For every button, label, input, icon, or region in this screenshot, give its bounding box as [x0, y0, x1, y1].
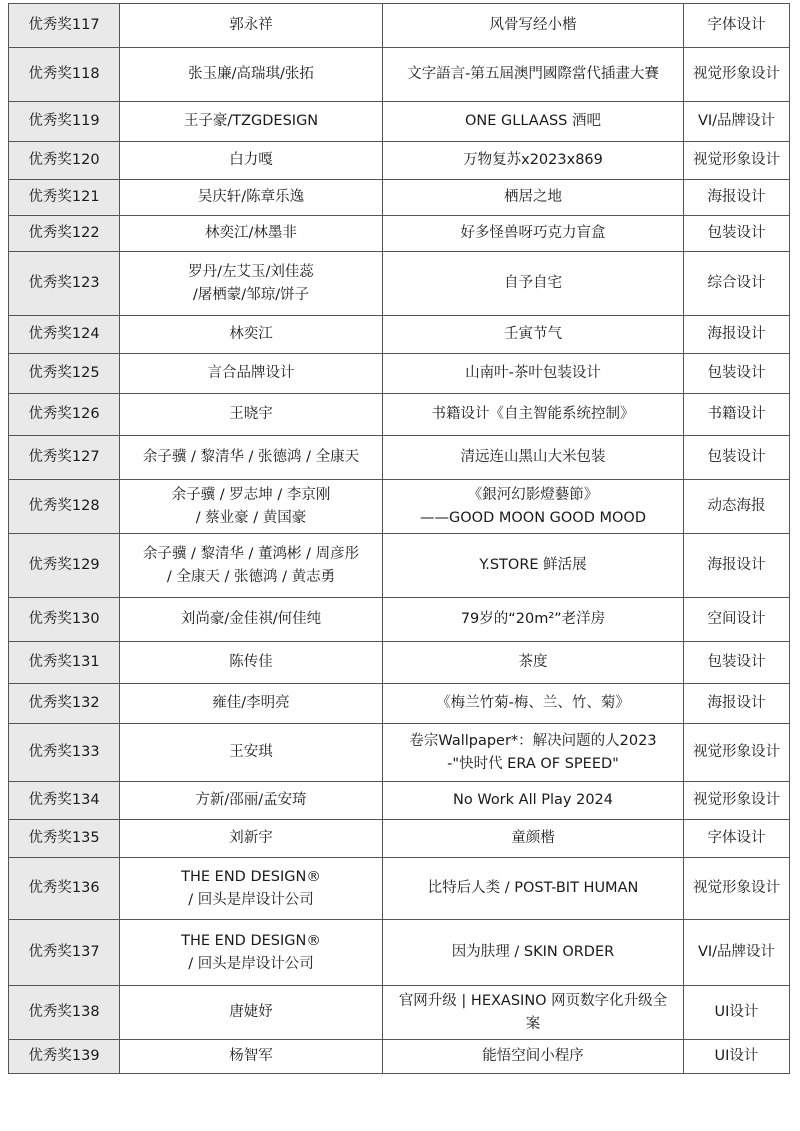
author-cell: [120, 142, 383, 180]
category-cell: 视觉形象设计: [684, 782, 790, 820]
category-cell: 视觉形象设计: [684, 142, 790, 180]
author-cell: [120, 48, 383, 102]
author-cell-line: 林奕江/林墨非: [205, 225, 297, 241]
author-cell: [120, 642, 383, 684]
award-cell: 优秀奖124: [9, 316, 120, 354]
category-cell: 字体设计: [684, 820, 790, 858]
author-cell-line: THE END DESIGN®: [181, 868, 321, 885]
table-row: [9, 180, 790, 216]
work-cell: [383, 820, 684, 858]
table-row: [9, 216, 790, 252]
author-cell: [120, 354, 383, 394]
work-cell: [383, 920, 684, 986]
award-cell: 优秀奖137: [9, 920, 120, 986]
table-row: [9, 684, 790, 724]
table-row: [9, 986, 790, 1040]
table-row: [9, 480, 790, 534]
award-cell: 优秀奖133: [9, 724, 120, 782]
category-cell: 包装设计: [684, 354, 790, 394]
award-cell: 优秀奖139: [9, 1040, 120, 1074]
category-cell: 海报设计: [684, 684, 790, 724]
category-cell: VI/品牌设计: [684, 102, 790, 142]
author-cell-line: 王晓宇: [229, 406, 273, 422]
category-cell: 字体设计: [684, 4, 790, 48]
category-cell: 动态海报: [684, 480, 790, 534]
author-cell-line: / 全康天 / 张德鸿 / 黄志勇: [166, 568, 336, 585]
author-cell: [120, 180, 383, 216]
table-row: [9, 436, 790, 480]
author-cell-line: 白力嘎: [229, 152, 273, 168]
award-cell: 优秀奖117: [9, 4, 120, 48]
category-cell: UI设计: [684, 1040, 790, 1074]
work-cell: [383, 642, 684, 684]
author-cell-line: / 回头是岸设计公司: [188, 891, 314, 908]
work-cell: [383, 436, 684, 480]
author-cell-line: 张玉廉/高瑞琪/张拓: [188, 66, 314, 82]
author-cell-line: / 蔡业豪 / 黄国豪: [195, 509, 307, 526]
award-cell: 优秀奖130: [9, 598, 120, 642]
work-cell-line: 好多怪兽呀巧克力盲盒: [460, 225, 606, 241]
award-cell: 优秀奖118: [9, 48, 120, 102]
work-cell: [383, 354, 684, 394]
author-cell: [120, 598, 383, 642]
award-cell: 优秀奖129: [9, 534, 120, 598]
author-cell-line: 余子骥 / 黎清华 / 张德鸿 / 全康天: [142, 449, 360, 465]
work-cell: [383, 180, 684, 216]
author-cell: [120, 534, 383, 598]
author-cell-line: 罗丹/左艾玉/刘佳蕊: [188, 263, 314, 280]
work-cell-line: 案: [525, 1015, 541, 1032]
author-cell-line: THE END DESIGN®: [181, 932, 321, 949]
awards-table: [8, 3, 790, 1074]
work-cell-line: 文字語言-第五屆澳門國際當代插畫大賽: [407, 66, 659, 82]
author-cell: [120, 920, 383, 986]
author-cell-line: 林奕江: [229, 326, 273, 342]
category-cell: 综合设计: [684, 252, 790, 316]
author-cell: [120, 480, 383, 534]
author-cell: [120, 252, 383, 316]
author-cell: [120, 724, 383, 782]
work-cell: [383, 684, 684, 724]
work-cell: [383, 216, 684, 252]
work-cell-line: ONE GLLAASS 酒吧: [464, 113, 601, 129]
author-cell-line: 言合品牌设计: [207, 365, 295, 381]
work-cell-line: Y.STORE 鲜活展: [479, 557, 587, 573]
work-cell: [383, 1040, 684, 1074]
award-cell: 优秀奖121: [9, 180, 120, 216]
table-row: [9, 102, 790, 142]
table-row: [9, 858, 790, 920]
author-cell-line: 刘新宇: [229, 830, 273, 846]
author-cell-line: 陈传佳: [229, 654, 273, 670]
work-cell: [383, 480, 684, 534]
author-cell-line: 吴庆轩/陈章乐逸: [197, 189, 305, 205]
table-row: [9, 642, 790, 684]
work-cell: [383, 48, 684, 102]
award-cell: 优秀奖123: [9, 252, 120, 316]
work-cell-line: 茶度: [518, 654, 548, 670]
category-cell: 视觉形象设计: [684, 48, 790, 102]
author-cell: [120, 684, 383, 724]
award-cell: 优秀奖138: [9, 986, 120, 1040]
award-cell: 优秀奖132: [9, 684, 120, 724]
work-cell-line: -"快时代 ERA OF SPEED": [447, 755, 619, 772]
work-cell-line: 风骨写经小楷: [489, 17, 577, 33]
author-cell: [120, 820, 383, 858]
category-cell: 海报设计: [684, 534, 790, 598]
author-cell: [120, 102, 383, 142]
work-cell: [383, 534, 684, 598]
author-cell: [120, 394, 383, 436]
author-cell-line: 方新/邵丽/孟安琦: [195, 792, 307, 808]
table-row: [9, 782, 790, 820]
category-cell: 包装设计: [684, 642, 790, 684]
work-cell-line: 《銀河幻影燈藝節》: [467, 486, 599, 503]
category-cell: 空间设计: [684, 598, 790, 642]
table-row: [9, 820, 790, 858]
work-cell: [383, 102, 684, 142]
table-row: [9, 1040, 790, 1074]
category-cell: UI设计: [684, 986, 790, 1040]
work-cell-line: 山南叶-茶叶包装设计: [465, 365, 601, 381]
award-cell: 优秀奖131: [9, 642, 120, 684]
author-cell: [120, 1040, 383, 1074]
work-cell: [383, 858, 684, 920]
work-cell: [383, 724, 684, 782]
work-cell-line: 比特后人类 / POST-BIT HUMAN: [427, 880, 639, 896]
author-cell-line: 杨智军: [229, 1048, 273, 1064]
table-row: [9, 920, 790, 986]
work-cell-line: 卷宗Wallpaper*：解决问题的人2023: [409, 732, 657, 749]
work-cell-line: 官网升级 | HEXASINO 网页数字化升级全: [398, 992, 668, 1009]
author-cell-line: 刘尚豪/金佳祺/何佳纯: [180, 611, 322, 627]
award-cell: 优秀奖125: [9, 354, 120, 394]
author-cell-line: 余子骥 / 罗志坤 / 李京刚: [171, 486, 331, 503]
category-cell: 视觉形象设计: [684, 724, 790, 782]
table-row: [9, 48, 790, 102]
author-cell: [120, 216, 383, 252]
work-cell-line: 能悟空间小程序: [482, 1048, 584, 1064]
work-cell-line: 万物复苏x2023x869: [463, 152, 603, 168]
category-cell: 书籍设计: [684, 394, 790, 436]
work-cell-line: ——GOOD MOON GOOD MOOD: [420, 509, 646, 526]
award-cell: 优秀奖128: [9, 480, 120, 534]
work-cell: [383, 986, 684, 1040]
work-cell: [383, 142, 684, 180]
award-cell: 优秀奖135: [9, 820, 120, 858]
award-cell: 优秀奖120: [9, 142, 120, 180]
work-cell-line: 因为肤理 / SKIN ORDER: [451, 944, 615, 960]
author-cell: [120, 858, 383, 920]
author-cell-line: /屠栖蒙/邹琼/饼子: [192, 286, 310, 303]
awards-table-body: [9, 4, 790, 1074]
work-cell-line: 书籍设计《自主智能系统控制》: [431, 406, 635, 422]
work-cell: [383, 316, 684, 354]
author-cell-line: / 回头是岸设计公司: [188, 955, 314, 972]
table-row: [9, 142, 790, 180]
table-row: [9, 316, 790, 354]
author-cell-line: 郭永祥: [229, 17, 273, 33]
work-cell-line: 清远连山黑山大米包装: [460, 449, 606, 465]
author-cell-line: 唐婕妤: [229, 1004, 273, 1020]
category-cell: 视觉形象设计: [684, 858, 790, 920]
work-cell-line: 79岁的“20m²”老洋房: [460, 611, 606, 627]
category-cell: 包装设计: [684, 436, 790, 480]
author-cell-line: 雍佳/李明亮: [212, 695, 290, 711]
work-cell-line: 自予自宅: [504, 275, 562, 291]
category-cell: 海报设计: [684, 316, 790, 354]
table-row: [9, 4, 790, 48]
award-cell: 优秀奖119: [9, 102, 120, 142]
work-cell: [383, 394, 684, 436]
award-cell: 优秀奖127: [9, 436, 120, 480]
work-cell-line: 《梅兰竹菊-梅、兰、竹、菊》: [436, 695, 630, 711]
award-cell: 优秀奖126: [9, 394, 120, 436]
table-row: [9, 724, 790, 782]
category-cell: 海报设计: [684, 180, 790, 216]
author-cell: [120, 782, 383, 820]
table-row: [9, 598, 790, 642]
work-cell-line: 童颜楷: [511, 830, 555, 846]
work-cell: [383, 782, 684, 820]
work-cell-line: 壬寅节气: [504, 326, 562, 342]
author-cell: [120, 436, 383, 480]
author-cell: [120, 316, 383, 354]
table-row: [9, 394, 790, 436]
author-cell-line: 王子豪/TZGDESIGN: [183, 113, 319, 129]
award-cell: 优秀奖136: [9, 858, 120, 920]
work-cell-line: 栖居之地: [504, 189, 562, 205]
award-cell: 优秀奖134: [9, 782, 120, 820]
category-cell: 包装设计: [684, 216, 790, 252]
author-cell: [120, 986, 383, 1040]
work-cell: [383, 598, 684, 642]
author-cell-line: 余子骥 / 黎清华 / 董鸿彬 / 周彦彤: [142, 545, 360, 562]
author-cell-line: 王安琪: [229, 744, 273, 760]
table-row: [9, 252, 790, 316]
award-cell: 优秀奖122: [9, 216, 120, 252]
author-cell: [120, 4, 383, 48]
work-cell: [383, 4, 684, 48]
table-row: [9, 534, 790, 598]
work-cell-line: No Work All Play 2024: [453, 792, 613, 808]
category-cell: VI/品牌设计: [684, 920, 790, 986]
table-row: [9, 354, 790, 394]
work-cell: [383, 252, 684, 316]
